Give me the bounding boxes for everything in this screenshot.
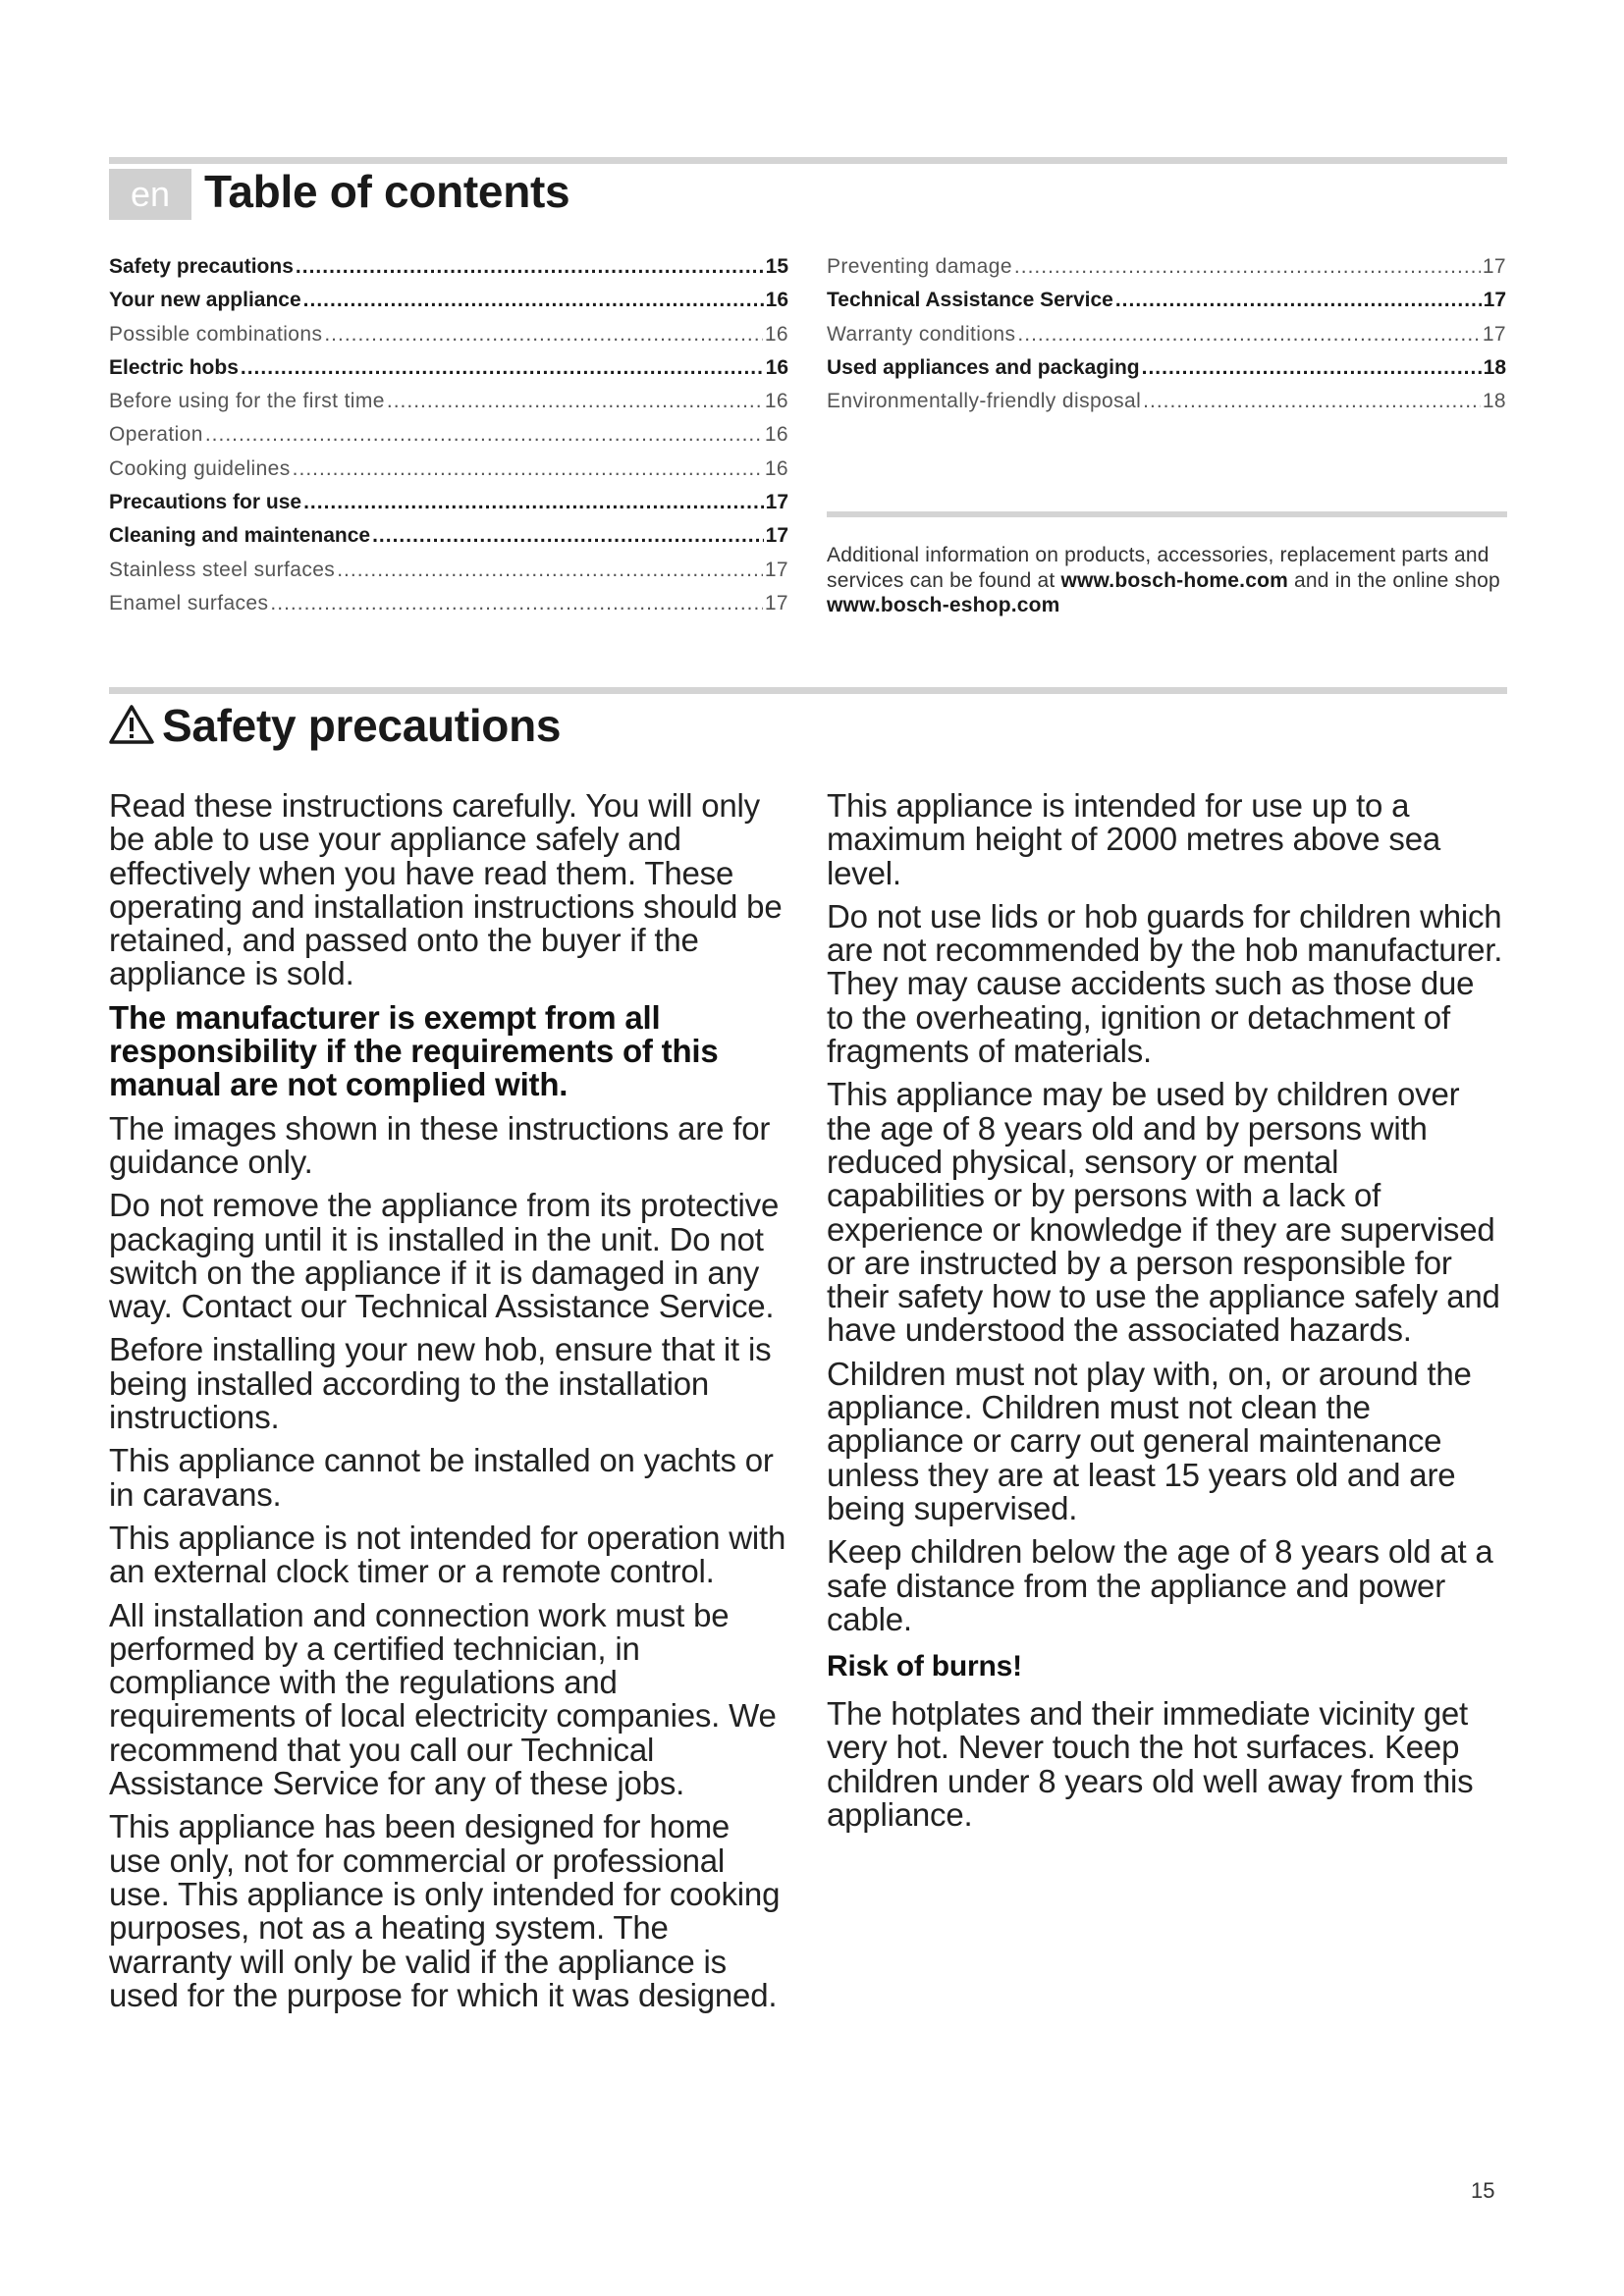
safety-title: Safety precautions [162,700,562,751]
toc-entry-page: 17 [764,591,788,614]
toc-leader-dots [241,356,764,380]
toc-leader-dots [1115,289,1482,312]
toc-entry[interactable] [109,390,788,423]
toc-entry-page: 16 [764,390,788,413]
paragraph: Before installing your new hob, ensure that it is being installed according to the installation instructions. [109,1331,772,1436]
paragraph: Children must not play with, on, or around the appliance. Children must not clean the appliance or carry out general maintenance unless they are at least 15 years old and are being supervised. [827,1355,1472,1526]
toc-entry-title: Used appliances and packaging [827,355,1140,379]
toc-leader-dots [303,491,764,514]
toc-entry-title: Precautions for use [109,491,302,514]
toc-entry-page: 18 [1483,355,1506,379]
toc-leader-dots [337,559,763,582]
toc-entry[interactable] [109,289,788,322]
toc-entry[interactable] [109,356,788,390]
toc-entry-title: Possible combinations [109,322,323,346]
toc-entry[interactable] [109,524,788,558]
toc-entry[interactable] [109,423,788,456]
paragraph: This appliance has been designed for home use only, not for commercial or professional use. This appliance is only intended for cooking purposes, not as a heating system. The warranty will only be valid if the appliance is used for the purpose for which it was designed. [109,1808,781,2013]
toc-entry-title: Electric hobs [109,355,239,379]
additional-info [827,543,1514,618]
toc-entry[interactable] [827,255,1506,289]
paragraph: The images shown in these instructions are for guidance only. [109,1109,771,1180]
paragraph: This appliance is not intended for operation with an external clock timer or a remote control. [109,1519,786,1590]
paragraph: The hotplates and their immediate vicinity get very hot. Never touch the hot surfaces. Keep children under 8 years old well away from this appliance. [827,1695,1474,1834]
toc-entry-page: 18 [1482,390,1506,413]
toc-entry-page: 16 [765,289,788,312]
paragraph: Do not use lids or hob guards for children which are not recommended by the hob manufacturer. They may cause accidents such as those due to the overheating, ignition or detachment of fragments of materials. [827,897,1503,1070]
bosch-eshop-link[interactable]: www.bosch-eshop.com [827,594,1060,616]
warning-icon [109,703,154,756]
toc-entry[interactable] [827,289,1506,322]
toc-entry[interactable] [109,323,788,356]
paragraph: This appliance is intended for use up to a maximum height of 2000 metres above sea level. [827,787,1441,891]
toc-entry[interactable] [109,457,788,491]
toc-entry-title: Cooking guidelines [109,456,291,480]
toc-entry[interactable] [109,255,788,289]
safety-rule [109,687,1507,694]
toc-leader-dots [1143,390,1481,413]
toc-entry-title: Stainless steel surfaces [109,558,336,581]
toc-entry-title: Warranty conditions [827,322,1016,346]
toc-entry[interactable] [109,559,788,592]
toc-leader-dots [205,423,763,447]
toc-entry-page: 17 [765,524,788,548]
paragraph: Read these instructions carefully. You will only be able to use your appliance safely and effectively when you have read them. These operating and installation instructions should be retained, and passed onto the buyer if the appliance is sold. [109,787,783,992]
toc-entry-title: Operation [109,423,203,447]
toc-left-column [109,255,788,625]
additional-info-text2: and in the online shop [1288,568,1500,592]
toc-entry-title: Cleaning and maintenance [109,524,371,548]
safety-right-column [827,789,1504,1842]
toc-entry-page: 17 [1483,289,1506,312]
toc-entry-page: 17 [1482,255,1506,278]
additional-info-rule [827,511,1507,517]
paragraph: This appliance cannot be installed on yachts or in caravans. [109,1442,774,1513]
toc-leader-dots [293,457,763,481]
toc-leader-dots [1142,356,1482,380]
paragraph: All installation and connection work must be performed by a certified technician, in compliance with the regulations and requirements of local electricity companies. We recommend that you call our Technical Assistance Service for any of these jobs. [109,1596,777,1802]
toc-entry-title: Before using for the first time [109,390,385,413]
toc-leader-dots [1014,255,1481,279]
toc-entry-page: 15 [765,255,788,278]
paragraph: Do not remove the appliance from its protective packaging until it is installed in the unit. Do not switch on the appliance if it is damaged in any way. Contact our Technical Assistance Service. [109,1187,780,1325]
paragraph: The manufacturer is exempt from all responsibility if the requirements of this manual are not complied with. [109,998,719,1103]
toc-leader-dots [270,592,762,615]
additional-info-text1: Additional information on products, accessories, replacement parts and services can be found at [827,544,1489,592]
toc-entry-title: Preventing damage [827,255,1012,278]
toc-leader-dots [303,289,764,312]
toc-entry-page: 17 [1482,322,1506,346]
toc-entry-page: 16 [765,355,788,379]
toc-leader-dots [296,255,764,279]
safety-left-column [109,789,786,2022]
toc-entry-page: 17 [764,558,788,581]
toc-title: Table of contents [204,166,570,217]
toc-entry[interactable] [109,491,788,524]
toc-leader-dots [387,390,763,413]
top-rule [109,157,1507,164]
subheading: Risk of burns! [827,1650,1022,1683]
toc-leader-dots [324,323,762,347]
toc-entry-title: Enamel surfaces [109,591,269,614]
toc-entry-title: Safety precautions [109,255,294,278]
toc-entry-page: 16 [764,322,788,346]
safety-heading [109,699,561,756]
toc-entry[interactable] [109,592,788,625]
toc-right-column [827,255,1506,423]
language-badge: en [109,169,191,220]
toc-entry[interactable] [827,390,1506,423]
toc-leader-dots [372,524,764,548]
toc-entry-title: Technical Assistance Service [827,289,1113,312]
paragraph: This appliance may be used by children over the age of 8 years old and by persons with reduced physical, sensory or mental capabilities or by persons with a lack of experience or knowledge if they are supervised or are instructed by a person responsible for their safety how to use the appliance safely and have understood the associated hazards. [827,1076,1500,1349]
page-number: 15 [1471,2178,1495,2203]
toc-entry[interactable] [827,323,1506,356]
toc-entry-page: 16 [764,423,788,447]
toc-entry[interactable] [827,356,1506,390]
paragraph: Keep children below the age of 8 years old at a safe distance from the appliance and power cable. [827,1533,1493,1637]
toc-entry-page: 17 [765,491,788,514]
bosch-home-link[interactable]: www.bosch-home.com [1060,568,1288,592]
toc-entry-page: 16 [764,456,788,480]
toc-entry-title: Environmentally-friendly disposal [827,390,1142,413]
toc-entry-title: Your new appliance [109,289,301,312]
toc-leader-dots [1017,323,1480,347]
